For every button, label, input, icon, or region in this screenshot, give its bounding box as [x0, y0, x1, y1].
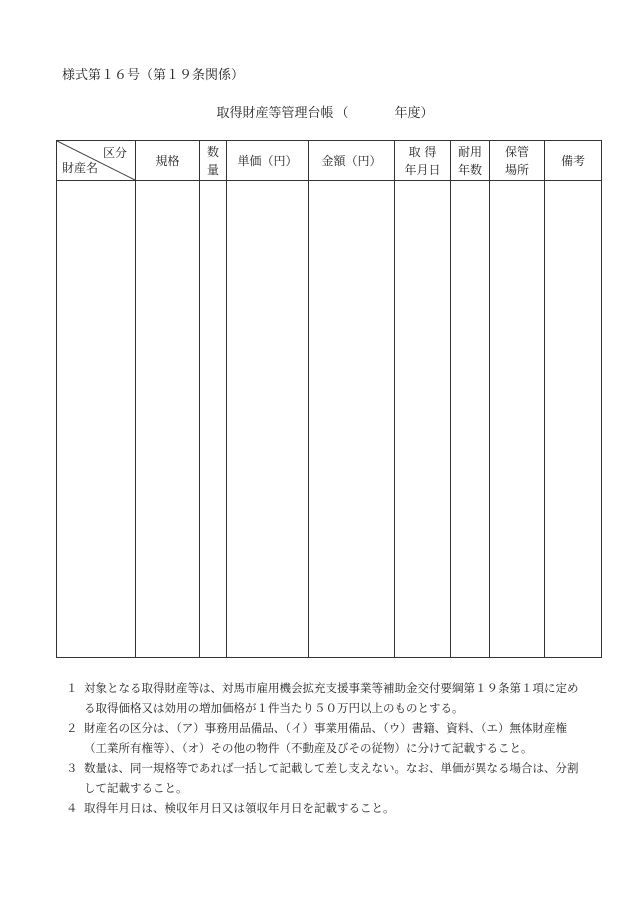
header-useful-life-line2: 年数	[457, 162, 482, 177]
note-number: ３	[66, 761, 78, 775]
header-category-asset-name	[57, 141, 136, 181]
cell-useful-life[interactable]	[451, 181, 490, 658]
note-text: 対象となる取得財産等は、対馬市雇用機会拡充支援事業等補助金交付要綱第１９条第１項に定める取得価格又は効用の増加価格が１件当たり５０万円以上のものとする。	[84, 681, 579, 715]
note-text: 財産名の区分は、（ア）事務用品備品、（イ）事業用備品、（ウ）書籍、資料、（エ）無体財産権（工業所有権等）、（オ）その他の物件（不動産及びその従物）に分けて記載すること。	[84, 721, 567, 755]
ledger-title-open-paren: （	[335, 106, 349, 121]
header-quantity-line2: 量	[206, 162, 219, 177]
table-header-row	[57, 141, 602, 181]
cell-unit-price[interactable]	[227, 181, 309, 658]
header-unit-price	[227, 141, 309, 181]
header-acquisition-line2: 年月日	[404, 162, 441, 177]
header-spec-label: 規格	[155, 153, 180, 168]
header-amount	[309, 141, 395, 181]
header-unit-price-label: 単価（円）	[237, 153, 298, 168]
cell-remarks[interactable]	[545, 181, 602, 658]
cell-amount[interactable]	[309, 181, 395, 658]
cell-asset-name[interactable]	[57, 181, 136, 658]
header-storage-line2: 場所	[504, 162, 529, 177]
note-item	[62, 798, 582, 818]
note-text: 数量は、同一規格等であれば一括して記載して差し支えない。なお、単価が異なる場合は、分割して記載すること。	[84, 761, 579, 795]
note-number: ２	[66, 721, 78, 735]
ledger-title	[0, 102, 630, 121]
cell-spec[interactable]	[136, 181, 200, 658]
notes-section	[62, 678, 582, 818]
header-remarks	[545, 141, 602, 181]
note-number: １	[66, 681, 78, 695]
header-category: 区分	[102, 146, 127, 160]
header-storage-location	[490, 141, 545, 181]
note-item	[62, 758, 582, 798]
header-useful-life-line1: 耐用	[457, 144, 482, 159]
header-asset-name: 財産名	[62, 161, 99, 175]
form-number: 様式第１６号（第１９条関係）	[62, 68, 245, 83]
header-quantity-line1: 数	[206, 144, 219, 159]
cell-storage-location[interactable]	[490, 181, 545, 658]
note-item	[62, 718, 582, 758]
cell-acquisition-date[interactable]	[395, 181, 451, 658]
header-storage-line1: 保管	[504, 144, 529, 159]
header-spec	[136, 141, 200, 181]
cell-quantity[interactable]	[200, 181, 227, 658]
note-number: ４	[66, 801, 78, 815]
header-remarks-label: 備考	[560, 153, 585, 168]
table-row	[57, 181, 602, 658]
header-acquisition-line1: 取 得	[408, 144, 437, 159]
ledger-title-main: 取得財産等管理台帳	[216, 106, 334, 121]
header-quantity	[200, 141, 227, 181]
ledger-title-year-suffix: 年度）	[394, 106, 434, 121]
header-amount-label: 金額（円）	[321, 153, 382, 168]
note-item	[62, 678, 582, 718]
note-text: 取得年月日は、検収年月日又は領収年月日を記載すること。	[84, 801, 395, 815]
header-useful-life	[451, 141, 490, 181]
asset-ledger-table	[56, 140, 602, 658]
header-acquisition-date	[395, 141, 451, 181]
